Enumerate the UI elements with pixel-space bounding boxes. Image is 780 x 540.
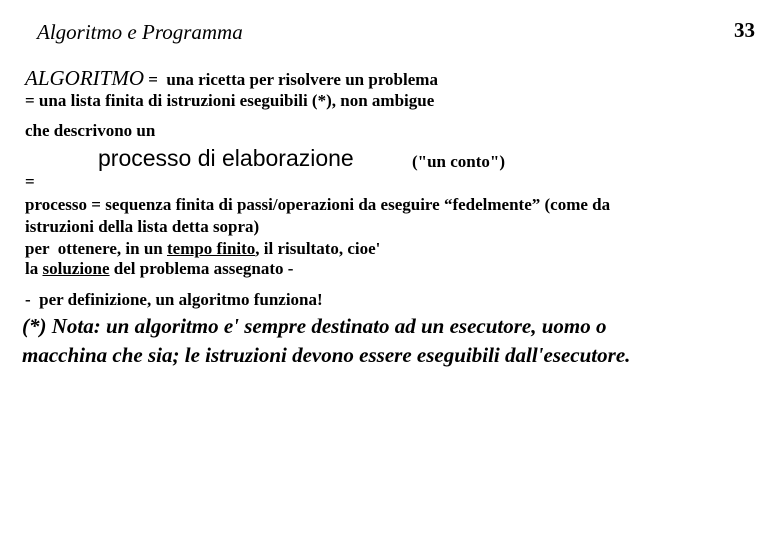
tempo-finito-emphasis: tempo finito — [166, 239, 256, 258]
process-def-line-3-end: , il risultato, cioe' — [255, 239, 381, 258]
slide-title: Algoritmo e Programma — [37, 20, 243, 44]
process-def-line-4 — [25, 259, 293, 279]
definition-line-1 — [25, 66, 438, 91]
definition-term: ALGORITMO — [25, 66, 144, 90]
process-def-line-1: processo = sequenza finita di passi/operazioni da eseguire “fedelmente” (come da — [25, 195, 611, 214]
footnote-line-2: macchina che sia; le istruzioni devono essere eseguibili dall'esecutore. — [22, 343, 631, 367]
definition-line-1-text: = una ricetta per risolvere un problema — [144, 70, 438, 89]
process-def-line-4-end: del problema assegnato - — [109, 259, 294, 278]
definition-line-3: che descrivono un — [25, 121, 156, 140]
equals-sign: = — [25, 172, 35, 191]
conclusion-line: - per definizione, un algoritmo funziona! — [25, 290, 323, 309]
footnote-line-1: (*) Nota: un algoritmo e' sempre destinato ad un esecutore, uomo o — [22, 314, 607, 338]
process-def-line-3-start: per ottenere, in un — [25, 239, 167, 258]
process-def-line-3 — [25, 239, 380, 259]
page-number: 33 — [734, 18, 755, 42]
definition-line-2: = una lista finita di istruzioni eseguibili (*), non ambigue — [25, 91, 435, 110]
process-def-line-4-start: la — [25, 259, 43, 278]
soluzione-emphasis: soluzione — [42, 259, 110, 278]
process-heading: processo di elaborazione — [98, 145, 354, 171]
process-def-line-2: istruzioni della lista detta sopra) — [25, 217, 260, 236]
process-aside: ("un conto") — [412, 152, 506, 171]
